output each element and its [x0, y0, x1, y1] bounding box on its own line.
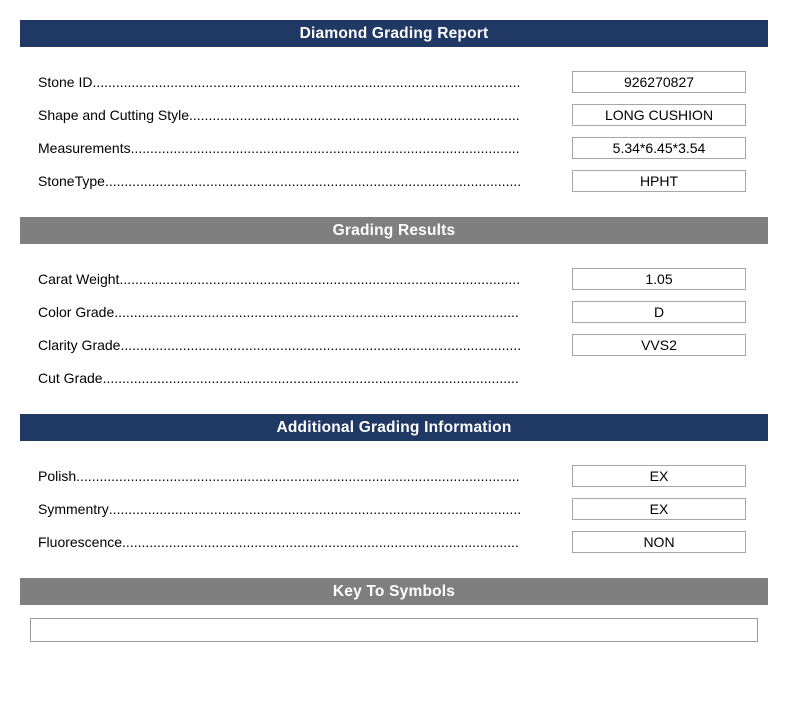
- field-value-box: [572, 268, 746, 290]
- field-value: 926270827: [623, 74, 695, 90]
- field-value-box: [572, 104, 746, 126]
- dotted-leader: [189, 107, 520, 123]
- section-header-additional-grading-information: [20, 414, 768, 441]
- field-value-box: [572, 531, 746, 553]
- field-label: Color Grade: [38, 304, 115, 320]
- field-label-wrap: [38, 304, 520, 320]
- section-header-key-to-symbols: [20, 578, 768, 605]
- section-rows-report: [20, 47, 768, 217]
- dotted-leader: [76, 468, 520, 484]
- section-title: Grading Results: [332, 221, 456, 239]
- field-label-wrap: [38, 501, 520, 517]
- dotted-leader: [120, 337, 520, 353]
- dotted-leader: [119, 271, 520, 287]
- field-label: Fluorescence: [38, 534, 123, 550]
- field-value: EX: [649, 501, 669, 517]
- field-label-wrap: [38, 107, 520, 123]
- field-label-wrap: [38, 74, 520, 90]
- field-label-wrap: [38, 173, 520, 189]
- field-label: Polish: [38, 468, 77, 484]
- field-value: 1.05: [645, 271, 673, 287]
- section-title: Key To Symbols: [332, 582, 456, 600]
- field-row-cut-grade: [38, 367, 768, 389]
- field-value: D: [653, 304, 665, 320]
- section-rows-additional: [20, 441, 768, 578]
- dotted-leader: [105, 173, 520, 189]
- section-title: Additional Grading Information: [276, 418, 512, 436]
- field-label-wrap: [38, 337, 520, 353]
- field-row-clarity-grade: [38, 334, 768, 356]
- section-header-diamond-grading-report: [20, 20, 768, 47]
- field-label: StoneType: [38, 173, 105, 189]
- field-value-box: [572, 137, 746, 159]
- field-value-box: [572, 71, 746, 93]
- field-row-stone-id: [38, 71, 768, 93]
- key-to-symbols-box: [30, 618, 758, 642]
- field-value: 5.34*6.45*3.54: [612, 140, 706, 156]
- field-label-wrap: [38, 468, 520, 484]
- field-row-color-grade: [38, 301, 768, 323]
- field-row-polish: [38, 465, 768, 487]
- field-value: NON: [643, 534, 675, 550]
- field-row-stone-type: [38, 170, 768, 192]
- field-value-box: [572, 170, 746, 192]
- field-row-measurements: [38, 137, 768, 159]
- field-label: Stone ID: [38, 74, 93, 90]
- field-label-wrap: [38, 271, 520, 287]
- dotted-leader: [131, 140, 520, 156]
- field-label: Measurements: [38, 140, 131, 156]
- dotted-leader: [109, 501, 520, 517]
- field-row-shape-cutting-style: [38, 104, 768, 126]
- dotted-leader: [103, 370, 520, 386]
- field-value-box: [572, 498, 746, 520]
- field-value-box: [572, 465, 746, 487]
- field-value: HPHT: [639, 173, 679, 189]
- field-label: Clarity Grade: [38, 337, 121, 353]
- field-row-fluorescence: [38, 531, 768, 553]
- field-row-symmetry: [38, 498, 768, 520]
- field-label-wrap: [38, 370, 520, 386]
- field-row-carat-weight: [38, 268, 768, 290]
- field-value: LONG CUSHION: [604, 107, 714, 123]
- section-title: Diamond Grading Report: [299, 24, 489, 42]
- field-label-wrap: [38, 140, 520, 156]
- field-label: Carat Weight: [38, 271, 120, 287]
- dotted-leader: [92, 74, 520, 90]
- section-header-grading-results: [20, 217, 768, 244]
- dotted-leader: [114, 304, 520, 320]
- field-label: Cut Grade: [38, 370, 103, 386]
- field-label-wrap: [38, 534, 520, 550]
- dotted-leader: [122, 534, 520, 550]
- field-value: EX: [649, 468, 669, 484]
- field-label: Symmentry: [38, 501, 109, 517]
- field-value-box: [572, 334, 746, 356]
- field-value: VVS2: [641, 337, 677, 353]
- field-value-box: [572, 301, 746, 323]
- section-rows-grading: [20, 244, 768, 414]
- field-label: Shape and Cutting Style: [38, 107, 189, 123]
